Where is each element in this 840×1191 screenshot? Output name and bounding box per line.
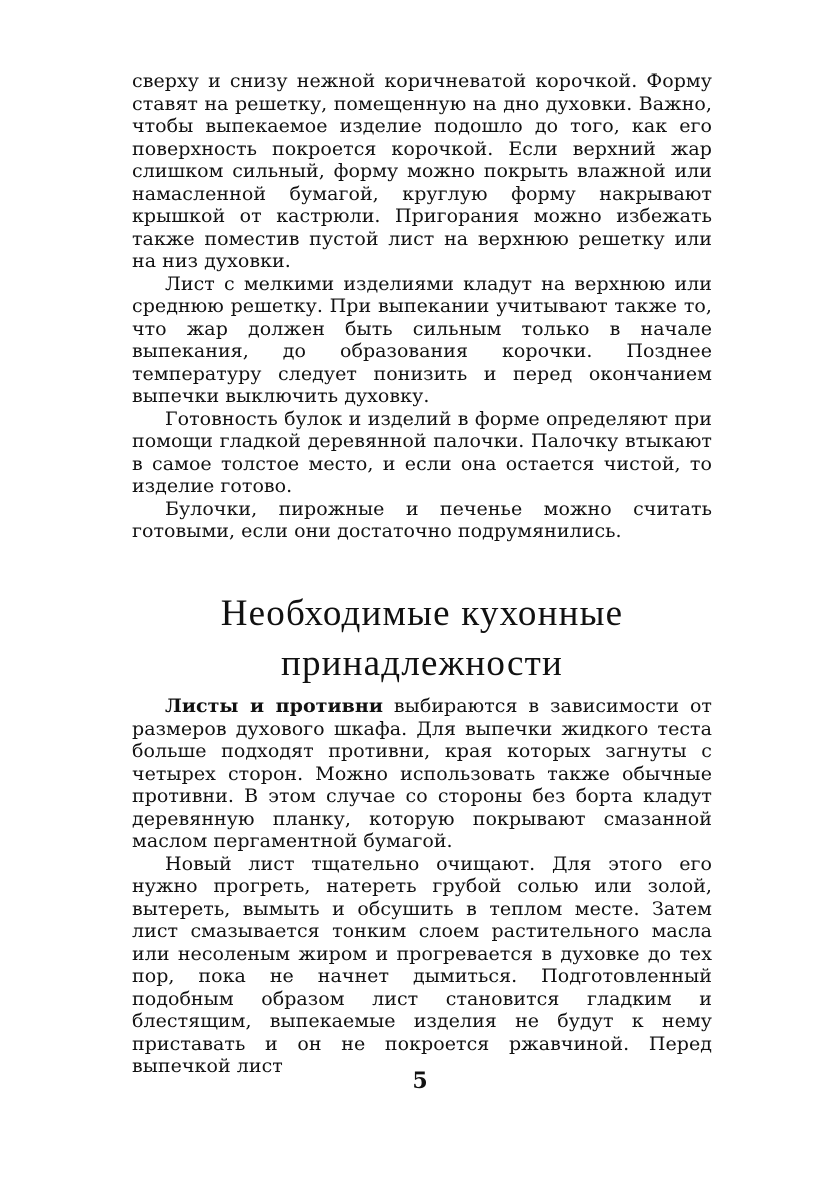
paragraph-sheet-placement: Лист с мелкими изделиями кладут на верхнюю или среднюю решетку. При выпекании учитывают также то, что жар должен быть сильным только в начале выпекания, до образования корочки. Позднее температуру следует понизить и перед окончанием выпечки выключить духовку.: [132, 272, 712, 407]
section-kitchen-tools: [132, 695, 712, 1078]
term-sheets-and-trays: Листы и противни: [165, 695, 383, 717]
section-heading-line1: Необходимые кухонные: [220, 593, 624, 634]
page-number: 5: [412, 1068, 428, 1094]
paragraph-sheets-text: выбираются в зависимости от размеров духового шкафа. Для выпечки жидкого теста больше подходят противни, края которых загнуты с четырех сторон. Можно использовать также обычные противни. В этом случае со стороны без борта кладут деревянную планку, которую покрывают смазанной маслом пергаментной бумагой.: [132, 695, 712, 852]
page-body: [132, 70, 712, 543]
paragraph-sheets-and-trays: [132, 695, 712, 853]
paragraph-doneness-test: Готовность булок и изделий в форме определяют при помощи гладкой деревянной палочки. Палочку втыкают в самое толстое место, и если она остается чистой, то изделие готово.: [132, 407, 712, 497]
paragraph-new-sheet-care: Новый лист тщательно очищают. Для этого его нужно прогреть, натереть грубой солью или золой, вытереть, вымыть и обсушить в теплом месте. Затем лист смазывается тонким слоем растительного масла или несоленым жиром и прогревается в духовке до тех пор, пока не начнет дымиться. Подготовленный подобным образом лист становится гладким и блестящим, выпекаемые изделия не будут к нему приставать и он не покроется ржавчиной. Перед выпечкой лист: [132, 852, 712, 1077]
paragraph-buns-ready: Булочки, пирожные и печенье можно считать готовыми, если они достаточно подрумянились.: [132, 497, 712, 542]
section-heading-line2: принадлежности: [280, 643, 563, 684]
paragraph-continued: сверху и снизу нежной коричневатой корочкой. Форму ставят на решетку, помещенную на дно духовки. Важно, чтобы выпекаемое изделие подошло до того, как его поверхность покроется корочкой. Если верхний жар слишком сильный, форму можно покрыть влажной или намасленной бумагой, круглую форму накрывают крышкой от кастрюли. Пригорания можно избежать также поместив пустой лист на верхнюю решетку или на низ духовки.: [132, 70, 712, 272]
